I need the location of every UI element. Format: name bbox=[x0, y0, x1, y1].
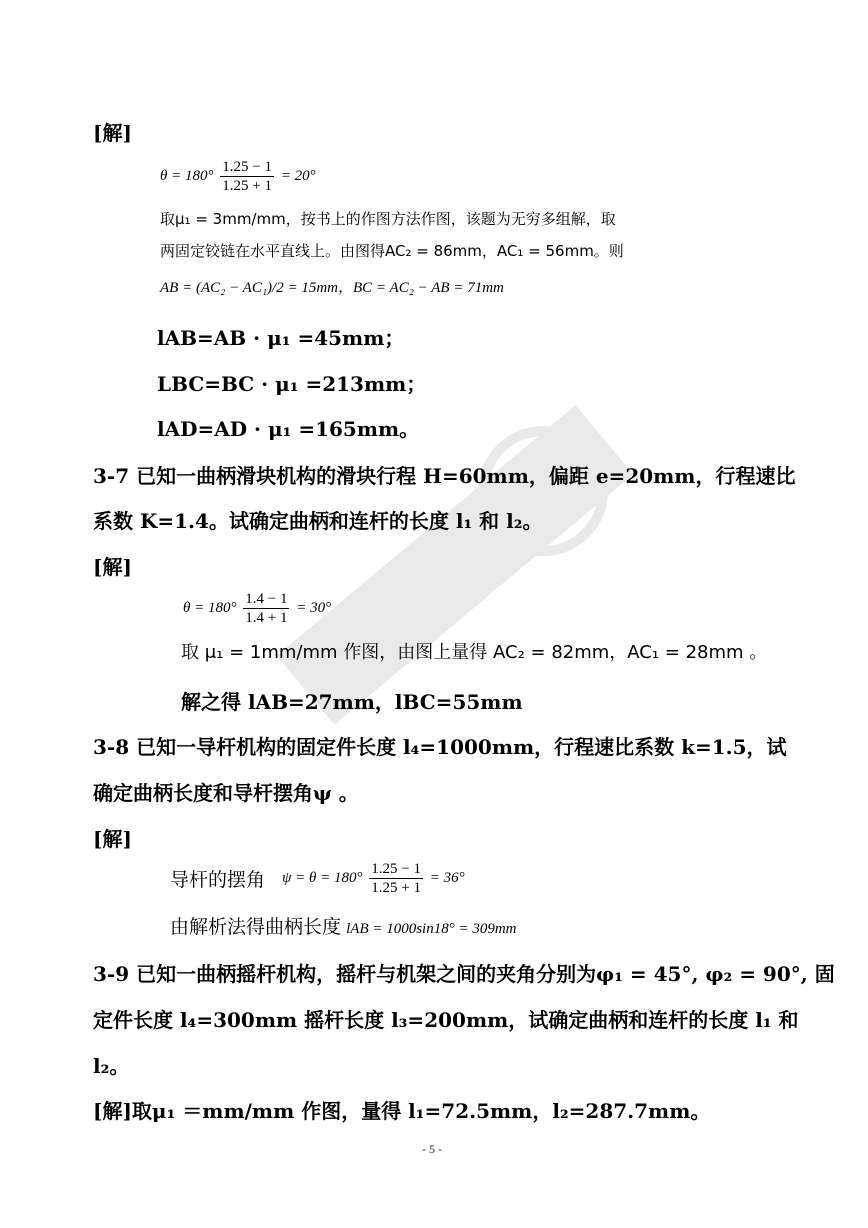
swing-eq-rhs: = 36° bbox=[429, 869, 465, 886]
ab-bc-equation: AB = (AC₂ − AC₁)/2 = 15mm，BC = AC₂ − AB = 71mm bbox=[160, 280, 504, 296]
crank-length-equation: lAB = 1000sin18° = 309mm bbox=[346, 921, 517, 937]
result-lbc: LBC=BC · μ₁ =213mm； bbox=[157, 372, 427, 396]
swing-eq-lhs: ψ = θ = 180° bbox=[282, 869, 363, 886]
theta-eq-lhs: θ = 180° bbox=[160, 167, 214, 184]
theta-eq-lhs: θ = 180° bbox=[183, 599, 237, 616]
result-lab: lAB=AB · μ₁ =45mm； bbox=[157, 326, 405, 350]
swing-angle-label: 导杆的摆角 bbox=[170, 869, 266, 891]
theta-fraction bbox=[220, 158, 274, 195]
fraction-denominator: 1.25 + 1 bbox=[222, 178, 272, 194]
fraction-denominator: 1.25 + 1 bbox=[371, 880, 422, 896]
problem-3-7-line1: 3-7 已知一曲柄滑块机构的滑块行程 H=60mm，偏距 e=20mm，行程速比 bbox=[93, 464, 796, 488]
solution-text-line: 取μ₁ = 3mm/mm，按书上的作图方法作图，该题为无穷多组解，取 bbox=[160, 210, 616, 228]
page-number: - 5 - bbox=[422, 1142, 442, 1156]
measurement-line: 取 μ₁ = 1mm/mm 作图，由图上量得 AC₂ = 82mm，AC₁ = 28mm 。 bbox=[181, 642, 768, 663]
solution-label: [解] bbox=[93, 121, 132, 145]
swing-fraction bbox=[369, 860, 423, 897]
solution-text-line: 两固定铰链在水平直线上。由图得AC₂ = 86mm，AC₁ = 56mm。则 bbox=[160, 242, 624, 260]
theta-eq-rhs: = 20° bbox=[280, 167, 316, 184]
fraction-numerator: 1.4 − 1 bbox=[245, 591, 288, 607]
fraction-numerator: 1.25 − 1 bbox=[371, 861, 422, 877]
result-3-7: 解之得 lAB=27mm，lBC=55mm bbox=[181, 690, 523, 714]
problem-3-7-line2: 系数 K=1.4。试确定曲柄和连杆的长度 l₁ 和 l₂。 bbox=[93, 509, 543, 533]
theta-equation-1 bbox=[160, 158, 316, 195]
crank-length-row bbox=[170, 912, 517, 939]
crank-length-label: 由解析法得曲柄长度 bbox=[170, 916, 342, 938]
fraction-denominator: 1.4 + 1 bbox=[245, 610, 288, 626]
theta-fraction bbox=[243, 590, 289, 627]
swing-angle-equation bbox=[282, 861, 465, 896]
solution-label: [解] bbox=[93, 827, 132, 851]
answer-3-9: [解]取μ₁ ＝mm/mm 作图，量得 l₁=72.5mm，l₂=287.7mm。 bbox=[93, 1099, 711, 1123]
solution-label: [解] bbox=[93, 555, 132, 579]
watermark-seal bbox=[240, 330, 670, 800]
fraction-numerator: 1.25 − 1 bbox=[222, 159, 272, 175]
problem-3-8-line2: 确定曲柄长度和导杆摆角ψ 。 bbox=[93, 781, 359, 805]
theta-eq-rhs: = 30° bbox=[296, 599, 332, 616]
problem-3-8-line1: 3-8 已知一导杆机构的固定件长度 l₄=1000mm，行程速比系数 k=1.5，试 bbox=[93, 735, 787, 759]
problem-3-9-line2: 定件长度 l₄=300mm 摇杆长度 l₃=200mm，试确定曲柄和连杆的长度 l₁ 和 bbox=[93, 1008, 799, 1032]
theta-equation-2 bbox=[183, 590, 331, 627]
swing-angle-row bbox=[170, 860, 465, 897]
problem-3-9-line3: l₂。 bbox=[93, 1054, 130, 1078]
result-lad: lAD=AD · μ₁ =165mm。 bbox=[157, 417, 420, 441]
problem-3-9-line1: 3-9 已知一曲柄摇杆机构，摇杆与机架之间的夹角分别为φ₁ = 45°, φ₂ = 90°, 固 bbox=[93, 962, 835, 986]
